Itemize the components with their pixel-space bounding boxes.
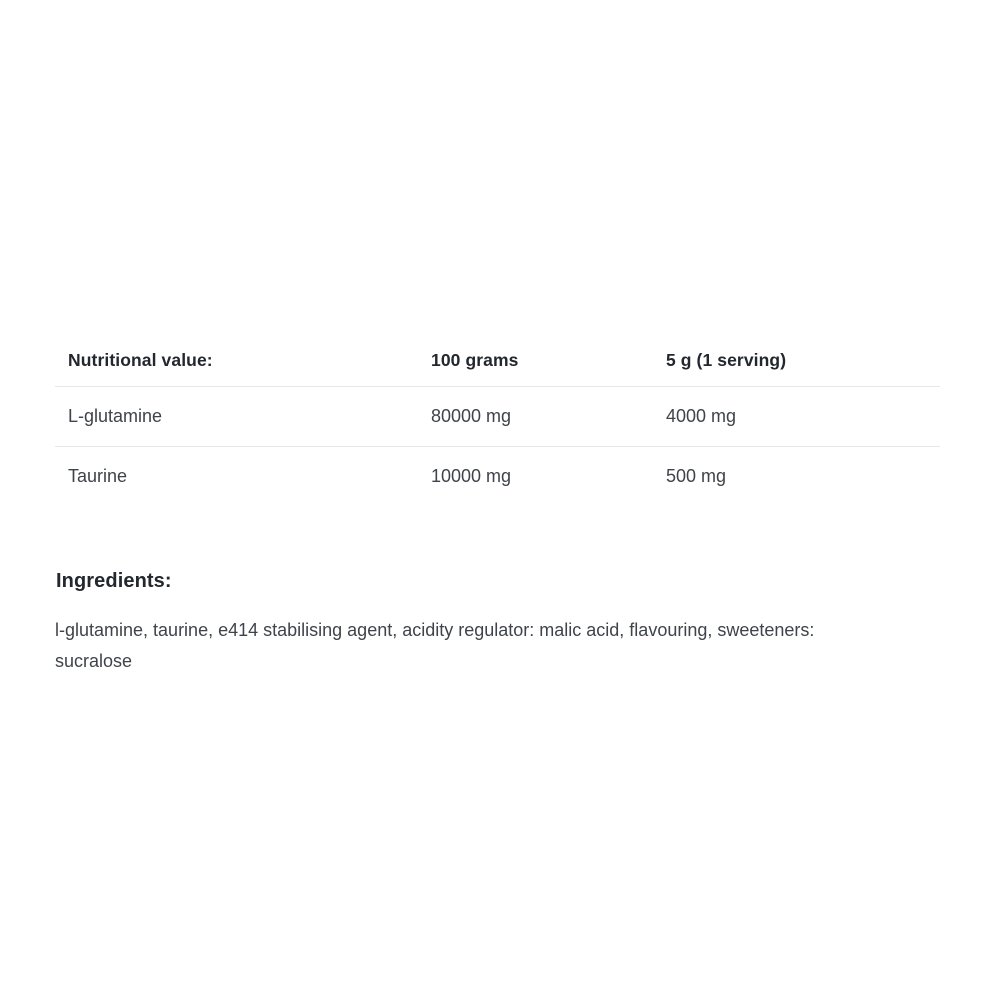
nutrient-per-serving: 500 mg	[666, 466, 727, 486]
nutrition-section	[55, 344, 940, 677]
nutrition-header-per-100g: 100 grams	[418, 344, 653, 387]
nutrient-per-100g: 80000 mg	[418, 387, 653, 447]
nutrition-table	[55, 344, 940, 506]
nutrient-per-serving: 4000 mg	[653, 387, 940, 447]
nutrition-header-per-serving: 5 g (1 serving)	[653, 344, 940, 387]
nutrient-per-100g: 10000 mg	[431, 466, 512, 486]
ingredients-heading: Ingredients:	[56, 570, 172, 592]
nutrient-name: Taurine	[68, 466, 128, 486]
table-row	[55, 387, 940, 447]
ingredients-text: l-glutamine, taurine, e414 stabilising agent, acidity regulator: malic acid, flavouring, sweeteners: sucralose	[55, 620, 815, 671]
nutrition-header-label: Nutritional value:	[55, 344, 418, 387]
table-row	[55, 447, 940, 507]
nutrition-table-header-row	[55, 344, 940, 387]
nutrient-name: L-glutamine	[55, 387, 418, 447]
